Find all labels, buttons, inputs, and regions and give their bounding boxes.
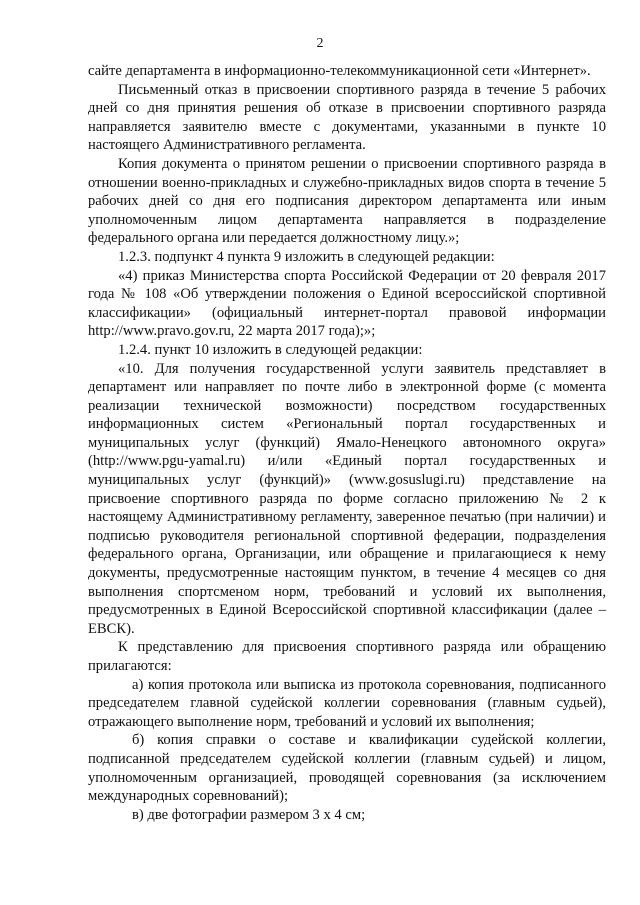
paragraph: «4) приказ Министерства спорта Российской Федерации от 20 февраля 2017 года № 108 «Об утверждении положения о Единой всероссийской спортивной классификации» (официальный интернет-портал правовой информации http://www.pravo.gov.ru, 22 марта 2017 года);»; xyxy=(88,267,606,340)
paragraph: сайте департамента в информационно-телекоммуникационной сети «Интернет». xyxy=(88,63,591,79)
paragraph: в) две фотографии размером 3 х 4 см; xyxy=(132,806,366,823)
paragraph: б) копия справки о составе и квалификации судейской коллегии, подписанной председателем судейской коллегии (главным судьей) и лицом, уполномоченным организацией, проводящей соревнования (за исключением международных соревнований); xyxy=(88,732,606,805)
paragraph: а) копия протокола или выписка из протокола соревнования, подписанного председателем главной судейской коллегии соревнования (главным судьей), отражающего выполнение норм, требований и условий их выполнения; xyxy=(88,676,606,730)
paragraph: Письменный отказ в присвоении спортивного разряда в течение 5 рабочих дней со дня принятия решения об отказе в присвоении спортивного разряда направляется заявителю вместе с документами, указанными в пункте 10 настоящего Административного регламента. xyxy=(88,81,606,154)
paragraph: 1.2.4. пункт 10 изложить в следующей редакции: xyxy=(118,341,423,358)
paragraph: К представлению для присвоения спортивного разряда или обращению прилагаются: xyxy=(88,639,606,674)
page-number: 2 xyxy=(316,36,324,51)
paragraph: Копия документа о принятом решении о присвоении спортивного разряда в отношении военно-прикладных и служебно-прикладных видов спорта в течение 5 рабочих дней со дня его подписания директором департамента или иным уполномоченным лицом департамента направляется в подразделение федерального органа или передается должностному лицу.»; xyxy=(88,155,606,247)
paragraph: «10. Для получения государственной услуги заявитель представляет в департамент или направляет по почте либо в электронной форме (с момента реализации технической возможности) посредством государственных информационных систем «Региональный портал государственных и муниципальных услуг (функций) Ямало-Ненецкого автономного округа» (http://www.pgu-yamal.ru) и/или «Единый портал государственных и муниципальных услуг (функций)» (www.gosuslugi.ru) представление на присвоение спортивного разряда по форме согласно приложению № 2 к настоящему Административному регламенту, заверенное печатью (при наличии) и подписью руководителя региональной спортивной федерации, подразделения федерального органа, Организации, или обращение и прилагающиеся к нему документы, предусмотренные настоящим пунктом, в течение 4 месяцев со дня выполнения спортсменом норм, требований и условий их выполнения, предусмотренных в Единой Всероссийской спортивной классификации (далее – ЕВСК). xyxy=(88,360,606,637)
paragraph: 1.2.3. подпункт 4 пункта 9 изложить в следующей редакции: xyxy=(118,248,495,265)
document-body xyxy=(88,62,606,824)
